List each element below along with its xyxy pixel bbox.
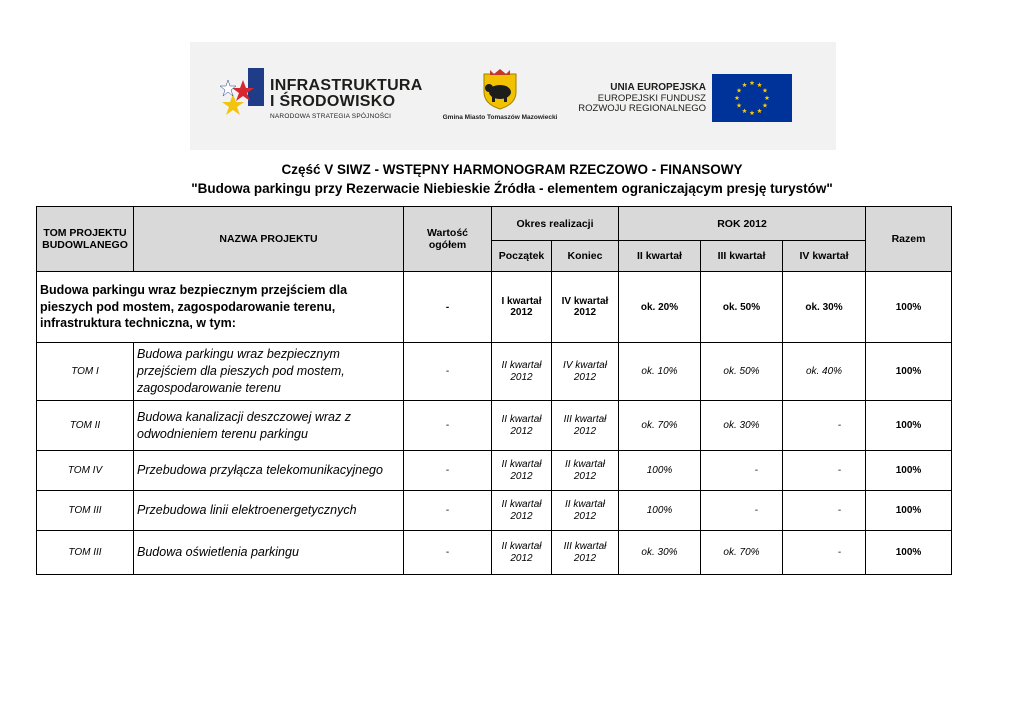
row-name: Budowa parkingu wraz bezpiecznym przejściem dla pieszych pod mostem, zagospodarowanie terenu [134,343,404,401]
row-koniec: III kwartał 2012 [552,531,619,575]
row-kw2: 100% [619,451,701,491]
row-koniec: II kwartał 2012 [552,451,619,491]
document-title: Część V SIWZ - WSTĘPNY HARMONOGRAM RZECZOWO - FINANSOWY [281,162,743,177]
ue-line2: EUROPEJSKI FUNDUSZ [597,92,706,104]
ifs-subtitle: NARODOWA STRATEGIA SPÓJNOŚCI [270,113,392,120]
header-okres: Okres realizacji [492,207,619,241]
row-poczatek: II kwartał 2012 [492,531,552,575]
main-razem: 100% [866,272,952,343]
ue-line1: UNIA EUROPEJSKA [610,82,706,93]
row-kw3: ok. 50% [701,343,783,401]
header-kw2: II kwartał [619,241,701,272]
row-name: Budowa kanalizacji deszczowej wraz z odwodnieniem terenu parkingu [134,401,404,451]
row-razem: 100% [866,401,952,451]
header-poczatek: Początek [492,241,552,272]
row-wartosc: - [404,531,492,575]
row-kw4: - [783,531,866,575]
row-tom: TOM II [37,401,134,451]
table-row [37,343,952,401]
header-rok: ROK 2012 [619,207,866,241]
main-kw2: ok. 20% [619,272,701,343]
main-project-name: Budowa parkingu wraz bezpiecznym przejściem dla pieszych pod mostem, zagospodarowanie terenu, infrastruktura techniczna, w tym: [37,272,404,343]
row-name: Budowa oświetlenia parkingu [134,531,404,575]
gmina-caption: Gmina Miasto Tomaszów Mazowiecki [442,114,558,121]
ifs-title-line2: I ŚRODOWISKO [270,93,396,110]
row-tom: TOM I [37,343,134,401]
row-wartosc: - [404,451,492,491]
eu-flag-icon [712,74,792,122]
row-poczatek: II kwartał 2012 [492,343,552,401]
row-kw3: - [701,451,783,491]
row-razem: 100% [866,491,952,531]
header-nazwa: NAZWA PROJEKTU [134,207,404,272]
row-wartosc: - [404,491,492,531]
row-poczatek: II kwartał 2012 [492,491,552,531]
header-koniec: Koniec [552,241,619,272]
row-koniec: III kwartał 2012 [552,401,619,451]
row-koniec: II kwartał 2012 [552,491,619,531]
row-poczatek: II kwartał 2012 [492,451,552,491]
gmina-logo [440,68,560,126]
row-kw4: - [783,401,866,451]
main-wartosc: - [404,272,492,343]
row-razem: 100% [866,451,952,491]
main-kw4: ok. 30% [783,272,866,343]
row-poczatek: II kwartał 2012 [492,401,552,451]
row-kw3: ok. 30% [701,401,783,451]
row-kw2: ok. 30% [619,531,701,575]
unia-europejska-logo [570,72,794,124]
row-tom: TOM IV [37,451,134,491]
infrastruktura-srodowisko-logo [218,66,423,128]
row-razem: 100% [866,343,952,401]
row-kw4: ok. 40% [783,343,866,401]
main-poczatek: I kwartał 2012 [492,272,552,343]
row-kw4: - [783,491,866,531]
row-kw4: - [783,451,866,491]
row-koniec: IV kwartał 2012 [552,343,619,401]
table-row [37,491,952,531]
main-koniec: IV kwartał 2012 [552,272,619,343]
document-subtitle: "Budowa parkingu przy Rezerwacie Niebieskie Źródła - elementem ograniczającym presję turystów" [191,181,833,196]
row-kw2: 100% [619,491,701,531]
row-kw3: - [701,491,783,531]
row-tom: TOM III [37,531,134,575]
row-wartosc: - [404,401,492,451]
row-name: Przebudowa linii elektroenergetycznych [134,491,404,531]
header-kw4: IV kwartał [783,241,866,272]
main-kw3: ok. 50% [701,272,783,343]
table-row [37,451,952,491]
schedule-table [36,206,952,575]
row-kw2: ok. 10% [619,343,701,401]
header-razem: Razem [866,207,952,272]
row-wartosc: - [404,343,492,401]
row-razem: 100% [866,531,952,575]
row-kw3: ok. 70% [701,531,783,575]
main-project-row [37,272,952,343]
ue-line3: ROZWOJU REGIONALNEGO [578,103,706,115]
table-row [37,401,952,451]
header-kw3: III kwartał [701,241,783,272]
ifs-title-line1: INFRASTRUKTURA [270,77,423,94]
row-tom: TOM III [37,491,134,531]
bear-crest-icon [480,68,520,110]
ifs-star-icon [218,66,266,126]
table-row [37,531,952,575]
header-wartosc: Wartość ogółem [404,207,492,272]
row-kw2: ok. 70% [619,401,701,451]
row-name: Przebudowa przyłącza telekomunikacyjnego [134,451,404,491]
header-tom: TOM PROJEKTU BUDOWLANEGO [37,207,134,272]
